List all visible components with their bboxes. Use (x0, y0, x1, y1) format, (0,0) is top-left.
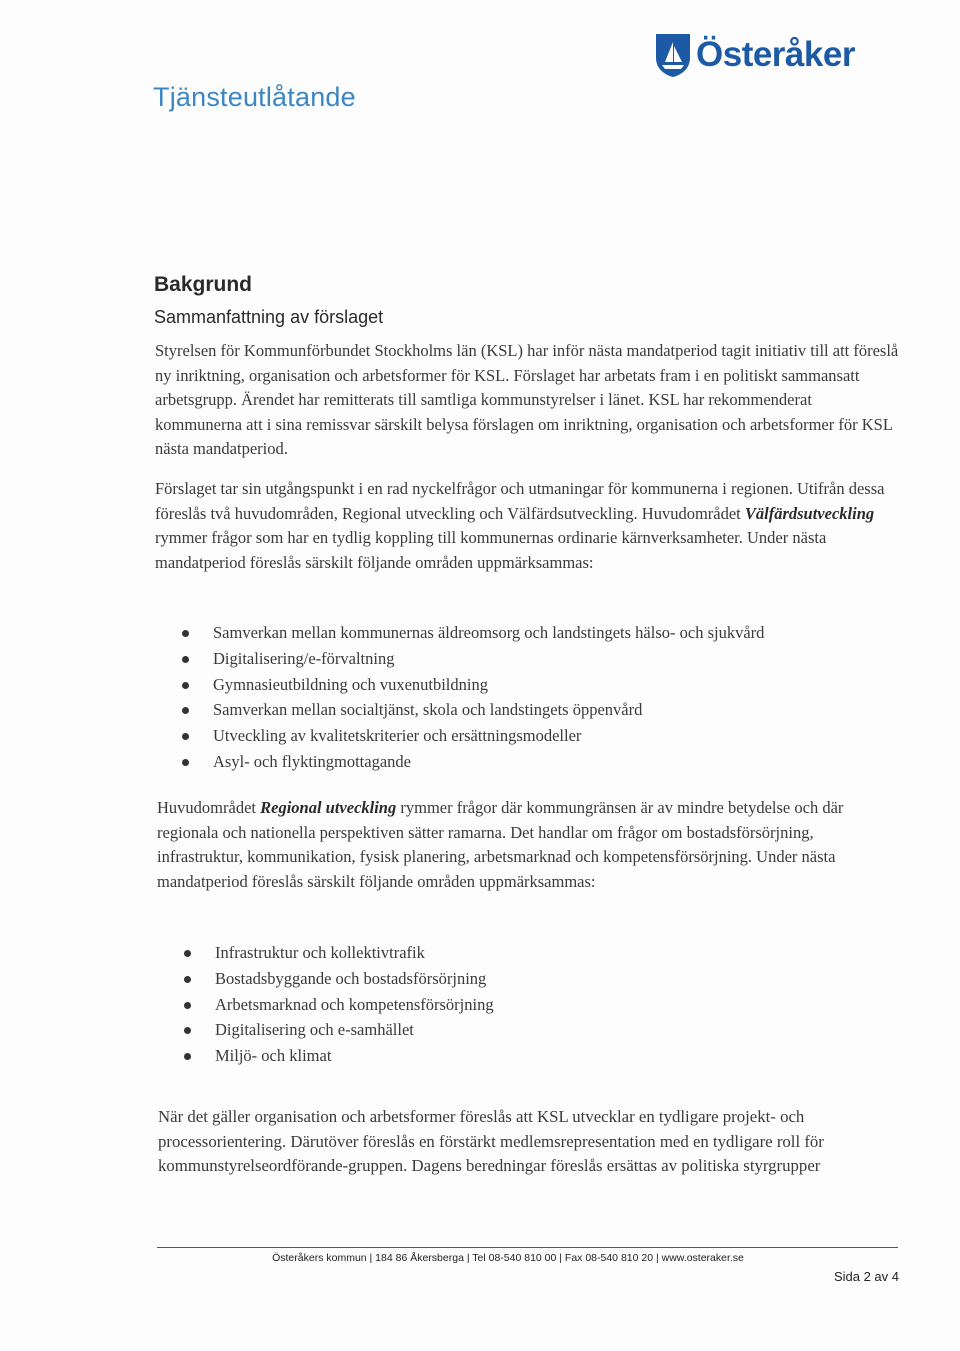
list-item: Infrastruktur och kollektivtrafik (182, 940, 494, 966)
list-item: Digitalisering och e-samhället (182, 1017, 494, 1043)
footer-contact: Österåkers kommun | 184 86 Åkersberga | Tel 08-540 810 00 | Fax 08-540 810 20 | www.osteraker.se (272, 1252, 744, 1264)
list-item: Miljö- och klimat (182, 1043, 494, 1069)
list-item: Asyl- och flyktingmottagande (180, 749, 764, 775)
osteraker-logo (654, 30, 855, 80)
section-heading: Bakgrund (154, 273, 253, 296)
page-number: Sida 2 av 4 (833, 1269, 899, 1284)
list-item: Utveckling av kvalitetskriterier och ersättningsmodeller (180, 723, 764, 749)
list-item: Bostadsbyggande och bostadsförsörjning (182, 966, 494, 992)
footer-divider (157, 1247, 898, 1248)
paragraph-regional-text-a: Huvudområdet (157, 798, 261, 817)
list-item: Arbetsmarknad och kompetensförsörjning (182, 992, 494, 1018)
document-type-title: Tjänsteutlåtande (153, 82, 356, 112)
paragraph-welfare (155, 477, 900, 575)
section-subheading: Sammanfattning av förslaget (154, 307, 384, 327)
paragraph-intro: Styrelsen för Kommunförbundet Stockholms län (KSL) har inför nästa mandatperiod tagit initiativ till att föreslå ny inriktning, organisation och arbetsformer för KSL. Förslaget har arbetats fram i en politiskt sammansatt arbetsgrupp. Ärendet har remitterats till samtliga kommunstyrelser i länet. KSL har rekommenderat kommunerna att i sina remissvar särskilt belysa förslagen om inriktning, organisation och arbetsformer för KSL nästa mandatperiod. (155, 341, 899, 459)
paragraph-regional-text-b: rymmer frågor där kommungränsen är av mindre betydelse och där regionala och nationella perspektiven sätter ramarna. Det handlar om frågor om bostadsförsörjning, infrastruktur, kommunikation, fysisk planering, arbetsmarknad och kompetensförsörjning. Under nästa mandatperiod föreslås särskilt följande områden uppmärksammas: (157, 798, 844, 891)
welfare-focus-list (180, 620, 764, 775)
paragraph-welfare-text-a: Förslaget tar sin utgångspunkt i en rad nyckelfrågor och utmaningar för kommunerna i regionen. Utifrån dessa föreslås två huvudområden, Regional utveckling och Välfärdsutveckling. Huvudområdet (155, 479, 885, 523)
paragraph-organisation: När det gäller organisation och arbetsformer föreslås att KSL utvecklar en tydligare projekt- och processorientering. Därutöver föreslås en förstärkt medlemsrepresentation med en tydligare roll för kommunstyrelseordförande-gruppen. Dagens beredningar föreslås ersättas av politiska styrgrupper (158, 1107, 824, 1176)
list-item: Gymnasieutbildning och vuxenutbildning (180, 672, 764, 698)
emphasis-valfardsutveckling: Välfärdsutveckling (744, 503, 875, 523)
municipality-shield-icon (654, 32, 692, 78)
paragraph-regional (157, 796, 902, 894)
list-item: Samverkan mellan kommunernas äldreomsorg och landstingets hälso- och sjukvård (180, 620, 764, 646)
logo-text: Österåker (696, 35, 855, 74)
paragraph-welfare-text-b: rymmer frågor som har en tydlig koppling till kommunernas ordinarie kärnverksamheter. Under nästa mandatperiod föreslås särskilt följande områden uppmärksammas: (155, 528, 827, 572)
list-item: Digitalisering/e-förvaltning (180, 646, 764, 672)
regional-focus-list (182, 940, 494, 1069)
list-item: Samverkan mellan socialtjänst, skola och landstingets öppenvård (180, 697, 764, 723)
emphasis-regional-utveckling: Regional utveckling (260, 798, 397, 817)
